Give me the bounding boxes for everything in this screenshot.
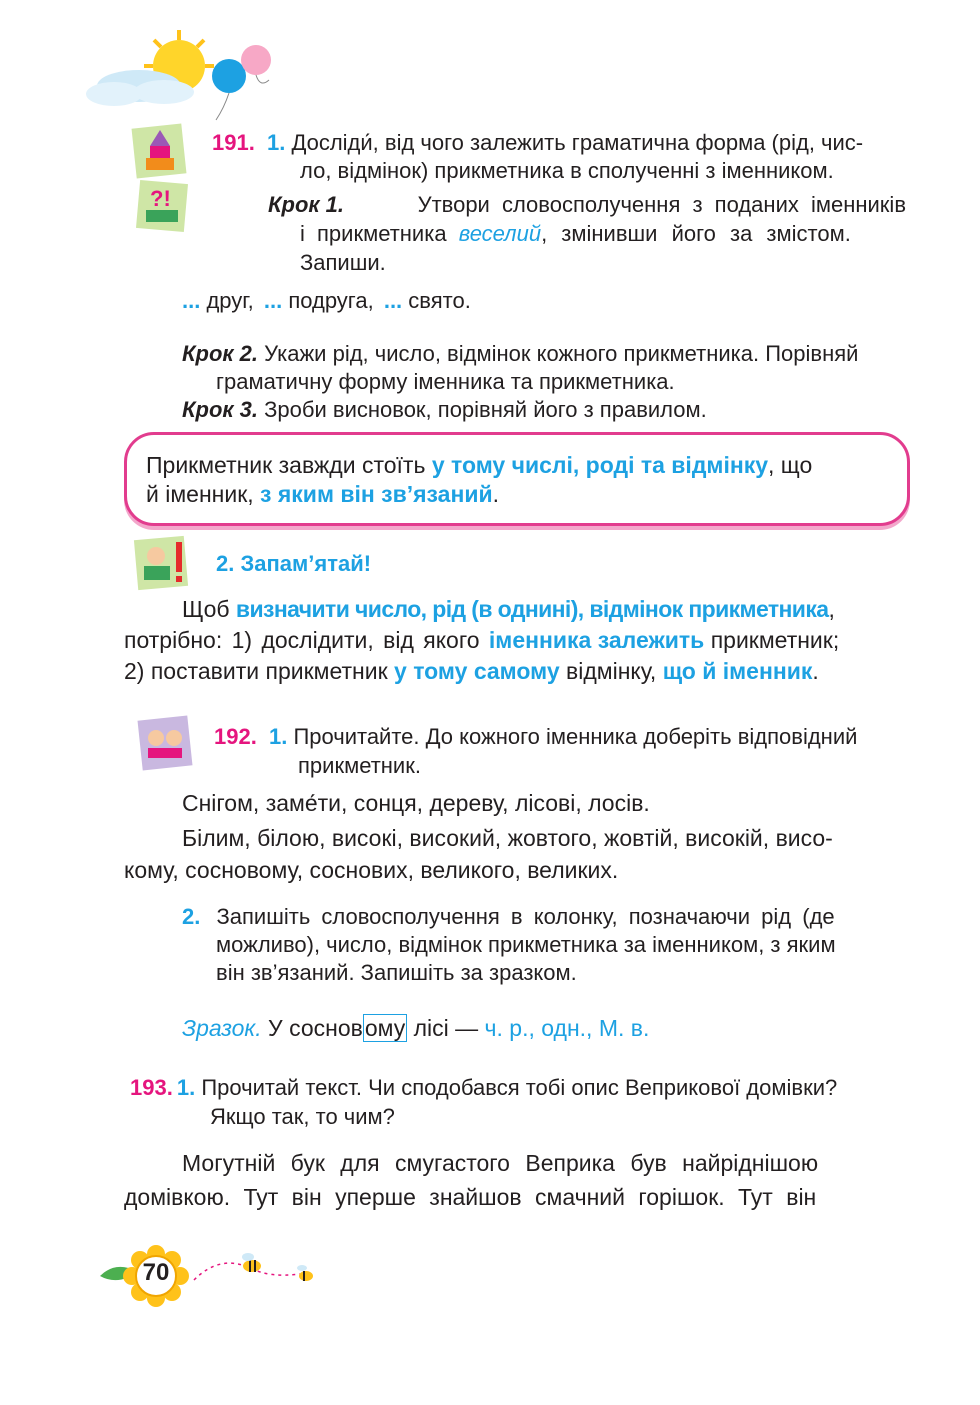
ex192-adjectives-line2: кому, сосновому, соснових, великого, великих. xyxy=(124,857,619,883)
ex193-task1-text-line2: Якщо так, то чим? xyxy=(210,1104,395,1129)
rule-highlight: з яким він зв’язаний xyxy=(260,481,493,507)
remember-text: . xyxy=(812,658,819,684)
ex191-step1-text-b: і прикметника xyxy=(300,221,447,246)
ex192-task2-line1 xyxy=(182,902,835,932)
word-item: друг, xyxy=(200,288,254,313)
ex193-text-line1: Могутній бук для смугастого Веприка був найріднішою xyxy=(182,1150,819,1176)
remember-highlight: у тому самому xyxy=(394,658,560,684)
ex191-task1-number: 1. xyxy=(266,130,286,155)
ex191-line1 xyxy=(212,128,863,158)
remember-text: потрібно: 1) дослідити, від якого xyxy=(124,627,489,653)
rule-highlight: у тому числі, роді та відмінку xyxy=(431,452,769,478)
ex191-step1-word: веселий xyxy=(458,221,542,246)
ex192-task2-number: 2. xyxy=(182,904,201,929)
ex191-step2-label: Крок 2. xyxy=(182,341,259,366)
svg-text:?!: ?! xyxy=(150,186,171,211)
ex191-task1-text-line2: ло, відмінок) прикметника в сполученні з іменником. xyxy=(300,158,834,183)
sample-text: У соснов xyxy=(261,1015,363,1041)
ex192-sample xyxy=(182,1013,649,1043)
sample-answer: ч. р., одн., М. в. xyxy=(484,1015,650,1041)
rule-text: й іменник, xyxy=(146,481,261,507)
ex191-step3-text: Зроби висновок, порівняй його з правилом. xyxy=(258,397,707,422)
remember-highlight: іменника залежить xyxy=(488,627,705,653)
word-item: подруга, xyxy=(282,288,374,313)
ex191-number: 191. xyxy=(212,130,255,155)
question-book-icon xyxy=(134,178,190,234)
ex192-adjectives-line1: Білим, білою, високі, високий, жовтого, жовтій, високій, висо- xyxy=(182,825,833,851)
ex193-task1-number: 1. xyxy=(176,1075,196,1100)
ex191-step1-text-c: , змінивши його за змістом. xyxy=(541,221,851,246)
ex191-step3-label: Крок 3. xyxy=(182,397,259,422)
word-dots: ... xyxy=(182,288,201,313)
blocks-icon xyxy=(130,122,188,180)
remember-text: , xyxy=(828,596,835,622)
ex192-line1 xyxy=(214,722,857,752)
ex193-task1-text: Прочитай текст. Чи сподобався тобі опис Веприкової домівки? xyxy=(201,1075,838,1100)
ex192-task1-number: 1. xyxy=(268,724,288,749)
ex191-step2-line1 xyxy=(182,339,858,369)
sun-clouds-balloons-icon xyxy=(84,28,284,128)
ex192-task1-text: Прочитайте. До кожного іменника доберіть відповідний xyxy=(293,724,858,749)
remember-text: відмінку, xyxy=(559,658,663,684)
ex193-text-line2: домівкою. Тут він уперше знайшов смачний горішок. Тут він xyxy=(124,1184,817,1210)
word-dots: ... xyxy=(263,288,283,313)
ex192-nouns: Снігом, заме́ти, сонця, дереву, лісові, лосів. xyxy=(182,790,650,816)
kids-reading-icon xyxy=(136,714,194,772)
remember-text: прикметник; xyxy=(704,627,840,653)
rule-text: Прикметник завжди стоїть xyxy=(146,452,432,478)
ex192-number: 192. xyxy=(214,724,257,749)
ex191-step1-text-d: Запиши. xyxy=(300,250,386,275)
page-number: 70 xyxy=(142,1259,170,1286)
remember-text: Щоб xyxy=(182,596,236,622)
remember-text: 2) поставити прикметник xyxy=(124,658,395,684)
ex191-words xyxy=(182,286,471,316)
remember-line3 xyxy=(124,656,819,686)
ex192-task2-line2: можливо), число, відмінок прикметника за іменником, з яким xyxy=(216,932,836,957)
ex191-step3 xyxy=(182,395,707,425)
sample-label: Зразок. xyxy=(182,1015,262,1041)
ex191-step1-label: Крок 1. xyxy=(268,192,345,217)
remember-highlight: що й іменник xyxy=(662,658,813,684)
ex191-step1-line1 xyxy=(268,190,906,220)
ex191-task1-text-line1: Досліди́, від чого залежить граматична форма (рід, чис- xyxy=(291,130,864,155)
sample-ending-box: ому xyxy=(364,1015,406,1041)
ex193-line1 xyxy=(130,1073,837,1103)
remember-line1 xyxy=(182,594,835,624)
rule-text: . xyxy=(492,481,500,507)
reading-boy-icon xyxy=(132,532,194,594)
ex192-task1-text-line2: прикметник. xyxy=(298,753,421,778)
ex192-task2-line3: він зв’язаний. Запишіть за зразком. xyxy=(216,960,577,985)
rule-line1 xyxy=(146,450,812,480)
remember-line2 xyxy=(124,625,839,655)
ex191-step2-text: Укажи рід, число, відмінок кожного прикметника. Порівняй xyxy=(258,341,859,366)
ex191-step2-line2: граматичну форму іменника та прикметника. xyxy=(216,369,675,394)
ex193-number: 193. xyxy=(130,1075,173,1100)
sample-text: лісі — xyxy=(407,1015,485,1041)
ex192-task2-text: Запишіть словосполучення в колонку, позначаючи рід (де xyxy=(216,904,835,929)
ex191-step1-line2 xyxy=(300,219,906,249)
word-item: свято. xyxy=(402,288,471,313)
ex191-step1-text-a: Утвори словосполучення з поданих іменників xyxy=(417,192,906,217)
remember-highlight: визначити число, рід (в однині), відмінок прикметника xyxy=(235,596,829,622)
remember-title: 2. Запам’ятай! xyxy=(216,551,372,576)
word-dots: ... xyxy=(383,288,403,313)
rule-text: , що xyxy=(768,452,813,478)
bees-icon xyxy=(190,1244,330,1294)
rule-line2 xyxy=(146,479,499,509)
